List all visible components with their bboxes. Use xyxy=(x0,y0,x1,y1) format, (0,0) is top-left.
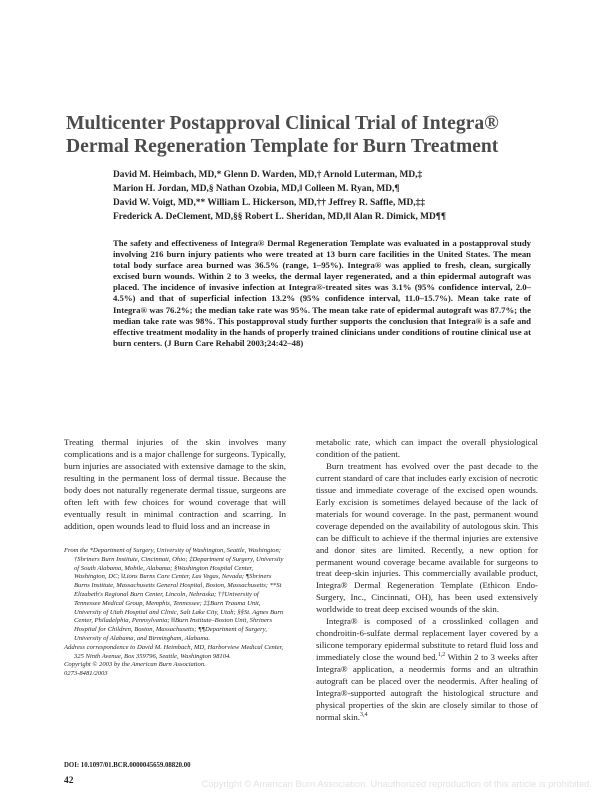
article-title: Multicenter Postapproval Clinical Trial of Integra® Dermal Regeneration Template for Burn Treatment xyxy=(66,113,499,157)
author-line: David W. Voigt, MD,** William L. Hickerson, MD,†† Jeffrey R. Saffle, MD,‡‡ xyxy=(113,198,425,208)
body-paragraph: metabolic rate, which can impact the overall physiological condition of the patient. xyxy=(316,437,538,459)
affiliation-list: From the *Department of Surgery, University of Washington, Seattle, Washington; †Shriners Burn Institute, Cincinnati, Ohio; ‡Department of Surgery, University of South Alabama, Mobile, Alabama; §Washington Hospital Center, Washington, DC; ‖Lions Burns Care Center, Las Vegas, Nevada; ¶Shriners Burns Institute, Massachusetts General Hospital, Boston, Massachusetts; **St Elizabeth's Regional Burn Center, Lincoln, Nebraska; ††University of Tennessee Medical Group, Memphis, Tennessee; ‡‡Burn Trauma Unit, University of Utah Hospital and Clinic, Salt Lake City, Utah; §§St. Agnes Burn Center, Philadelphia, Pennsylvania; ‖‖Burn Institute–Boston Unit, Shriners Hospital for Children, Boston, Massachusetts; ¶¶Department of Surgery, University of Alabama, and Birmingham, Alabama. xyxy=(64,547,284,642)
citation-ref: 1,2 xyxy=(437,652,446,659)
citation-ref: 3,4 xyxy=(359,712,368,718)
body-text: Integra® is composed of a crosslinked collagen and chondroitin-6-sulfate dermal replacement layer covered by a silicone temporary epidermal substitute to retard fluid loss and immediately close the wound bed. xyxy=(316,616,538,663)
copyright-line: Copyright © 2003 by the American Burn Association. xyxy=(64,661,206,669)
author-line: Marion H. Jordan, MD,§ Nathan Ozobia, MD,‖ Colleen M. Ryan, MD,¶ xyxy=(113,184,400,194)
doi: DOI: 10.1097/01.BCR.0000045659.08820.00 xyxy=(64,762,191,769)
affiliations-footnote xyxy=(64,547,286,679)
body-column-right xyxy=(316,437,538,724)
author-line: Frederick A. DeClement, MD,§§ Robert L. Sheridan, MD,‖‖ Alan R. Dimick, MD¶¶ xyxy=(113,212,446,222)
body-paragraph xyxy=(316,616,538,724)
issn-line: 0273-8481/2003 xyxy=(64,670,108,678)
correspondence-address: Address correspondence to David M. Heimbach, MD, Harborview Medical Center, 325 Ninth Avenue, Box 359796, Seattle, Washington 98104. xyxy=(64,643,284,660)
body-paragraph: Treating thermal injuries of the skin involves many complications and is a major challenge for surgeons. Typically, burn injuries are associated with extensive damage to the skin, resulting in the permanent loss of dermal tissue. Because the body does not naturally regenerate dermal tissue, surgeons are often left with few choices for wound coverage that will eventually result in minimal contraction and scarring. In addition, open wounds lead to fluid loss and an increase in xyxy=(64,437,286,531)
page-number: 42 xyxy=(64,776,74,786)
author-list xyxy=(113,168,553,224)
abstract: The safety and effectiveness of Integra® Dermal Regeneration Template was evaluated in a postapproval study involving 216 burn injury patients who were treated at 13 burn care facilities in the United States. The mean total body surface area burned was 36.5% (range, 1–95%). Integra® was applied to fresh, clean, surgically excised burn wounds. Within 2 to 3 weeks, the dermal layer regenerated, and a thin epidermal autograft was placed. The incidence of invasive infection at Integra®-treated sites was 3.1% (95% confidence interval, 2.0–4.5%) and that of superficial infection 13.2% (95% confidence interval, 11.0–15.7%). Mean take rate of Integra® was 76.2%; the median take rate was 95%. The mean take rate of epidermal autograft was 87.7%; the median take rate was 98%. This postapproval study further supports the conclusion that Integra® is a safe and effective treatment modality in the hands of properly trained clinicians under conditions of routine clinical use at burn centers. (J Burn Care Rehabil 2003;24:42–48) xyxy=(113,238,531,348)
body-text: Within 2 to 3 weeks after Integra® application, a neodermis forms and an ultrathin autograft can be placed over the neodermis. After healing of Integra®-supported autograft the histological structure and physical properties of the skin are closely similar to those of normal skin. xyxy=(316,652,538,722)
body-paragraph: Burn treatment has evolved over the past decade to the current standard of care that includes early excision of necrotic tissue and immediate coverage of the excised open wounds. Early excision is sometimes delayed because of the lack of materials for wound coverage. In the past, permanent wound coverage depended on the availability of autologous skin. This can be difficult to achieve if the thermal injuries are extensive and donor sites are limited. Recently, a new option for permanent wound coverage became available for surgeons to treat deep-skin injuries. This commercially available product, Integra® Dermal Regeneration Template (Ethicon Endo-Surgery, Inc., Cincinnati, OH), has been used extensively worldwide to treat deep excised wounds of the skin. xyxy=(316,460,538,615)
author-line: David M. Heimbach, MD,* Glenn D. Warden, MD,† Arnold Luterman, MD,‡ xyxy=(113,170,423,180)
copyright-watermark: Copyright © American Burn Association. Unauthorized reproduction of this article is prohibited. xyxy=(201,778,592,789)
body-column-left xyxy=(64,437,286,533)
